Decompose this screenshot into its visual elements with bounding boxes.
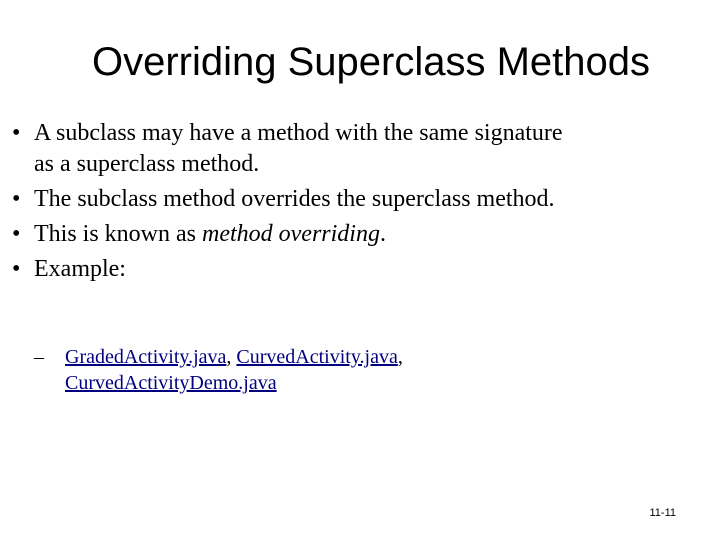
bullet-text: The subclass method overrides the superclass method. [34,186,555,212]
slide-title: Overriding Superclass Methods [91,40,651,84]
page-number: 11-11 [649,507,676,519]
link-separator: , [226,346,237,368]
sub-bullet-dash: – [34,346,44,368]
example-sub-item [34,344,504,396]
gradedactivity-link[interactable]: GradedActivity.java [65,346,227,368]
link-separator: , [397,346,403,368]
bullet-text-suffix: . [379,221,386,247]
bullet-text-prefix: This is known as [34,221,202,247]
bullet-dot: • [12,120,21,146]
example-sub-list [34,344,504,396]
bullet-text: Example: [34,256,126,282]
bullet-dot: • [12,256,21,282]
bullet-dot: • [12,221,21,247]
bullet-list [12,118,572,289]
curvedactivitydemo-link[interactable]: CurvedActivityDemo.java [65,372,277,394]
bullet-item [12,219,572,250]
curvedactivity-link[interactable]: CurvedActivity.java [236,346,398,368]
bullet-item [12,254,572,285]
bullet-item [12,184,572,215]
bullet-item [12,118,572,180]
bullet-text: A subclass may have a method with the same signature as a superclass method. [34,120,563,177]
bullet-emphasis: method overriding [202,221,380,247]
bullet-dot: • [12,186,21,212]
